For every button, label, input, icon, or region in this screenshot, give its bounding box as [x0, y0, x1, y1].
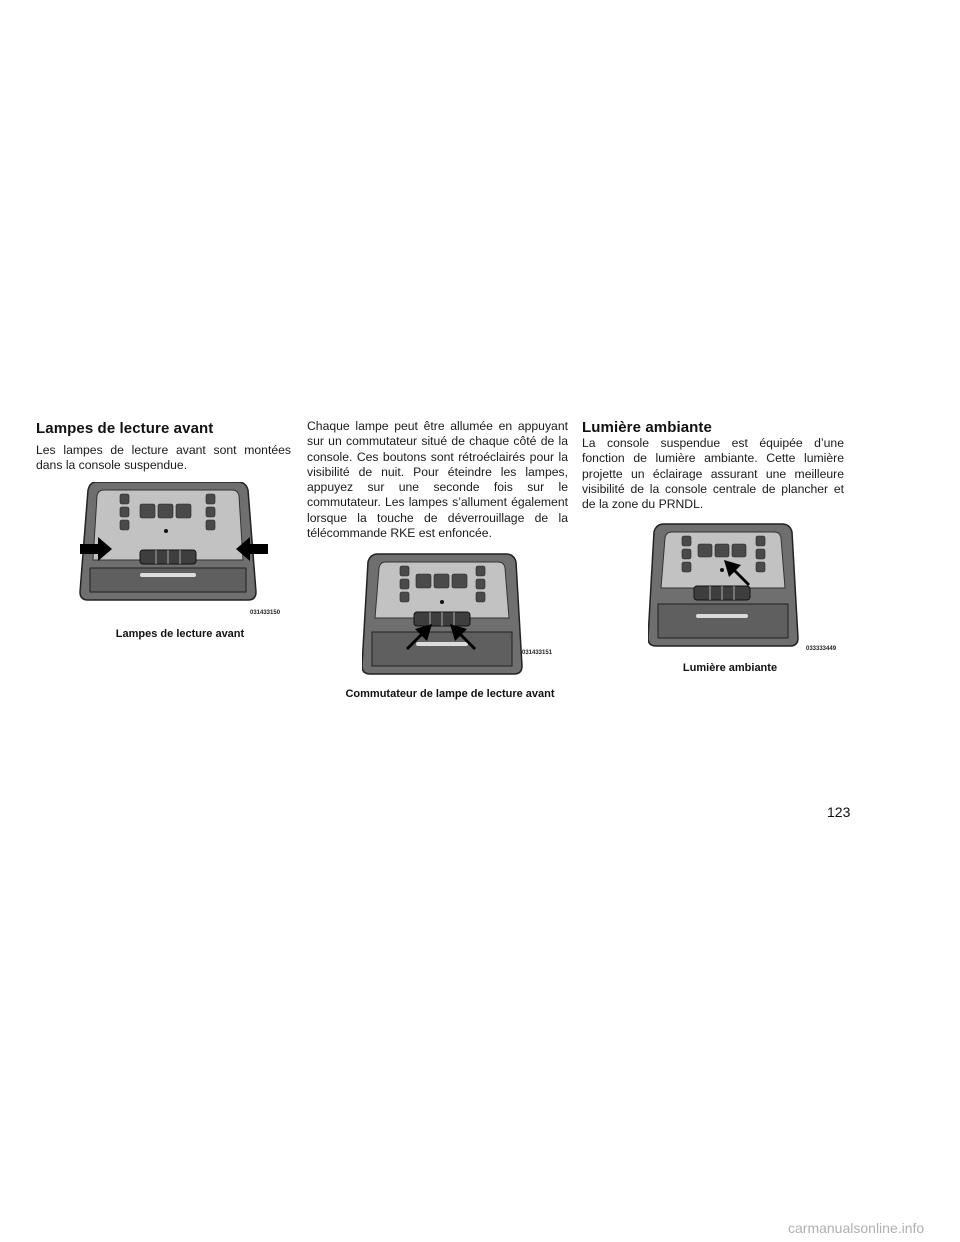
figure-code: 031433151	[522, 650, 553, 656]
figure-caption-commutateur: Commutateur de lampe de lecture avant	[345, 688, 555, 700]
page-number: 123	[827, 804, 851, 820]
console-illustration	[362, 552, 562, 682]
section-heading-lampes: Lampes de lecture avant	[36, 420, 214, 437]
paragraph-lampes: Les lampes de lecture avant sont montées dans la console suspendue.	[36, 443, 291, 473]
figure-code: 031433150	[250, 610, 281, 616]
figure-caption-lumiere: Lumière ambiante	[682, 662, 778, 674]
console-illustration	[648, 522, 848, 657]
figure-lumiere-ambiante	[648, 522, 848, 657]
figure-lampes-lecture	[78, 482, 288, 622]
section-heading-lumiere: Lumière ambiante	[582, 419, 712, 436]
watermark: carmanualsonline.info	[788, 1220, 925, 1236]
paragraph-commutateur: Chaque lampe peut être allumée en appuyant sur un commutateur situé de chaque côté de la console. Ces boutons sont rétroéclairés pour la visibilité de nuit. Pour éteindre les lampes, appuyez sur une seconde fois sur le commutateur. Les lampes s’allument également lorsque la touche de déverrouillage de la télécommande RKE est enfoncée.	[307, 419, 568, 541]
figure-commutateur	[362, 552, 562, 682]
figure-caption-lampes: Lampes de lecture avant	[115, 628, 245, 640]
paragraph-lumiere: La console suspendue est équipée d’une fonction de lumière ambiante. Cette lumière projette un éclairage assurant une meilleure visibilité de la console centrale de plancher et de la zone du PRNDL.	[582, 436, 844, 512]
console-illustration	[78, 482, 288, 622]
figure-code: 033333449	[806, 646, 837, 652]
